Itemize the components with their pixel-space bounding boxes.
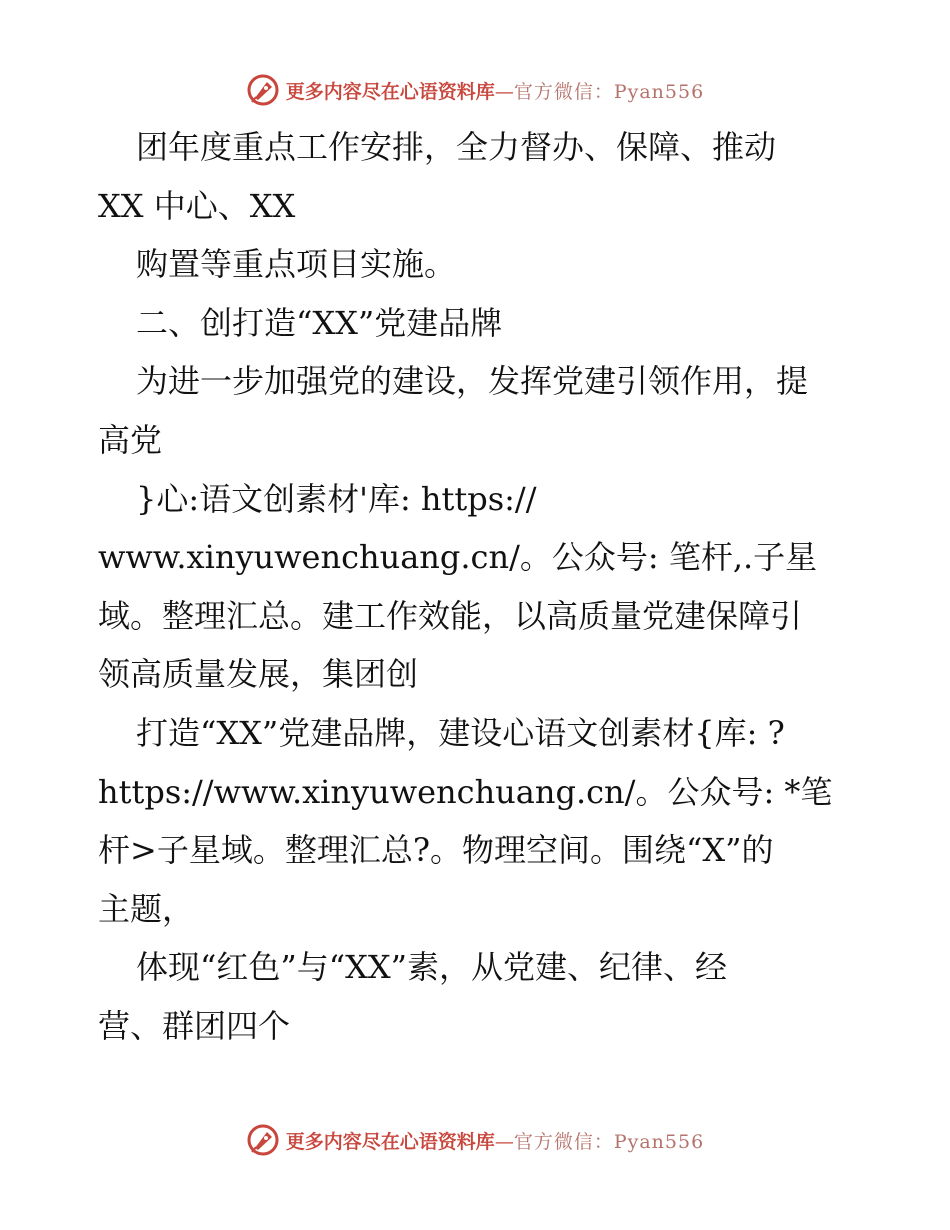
footer-banner-text — [286, 1127, 704, 1154]
pen-nib-logo-icon — [246, 1123, 280, 1157]
document-body — [98, 118, 858, 1056]
header-wechat-label: 官方微信： — [513, 80, 614, 103]
header-separator: — — [494, 80, 514, 103]
footer-wechat-id: Pyan556 — [613, 1130, 705, 1153]
header-banner-text — [286, 77, 704, 104]
document-line: 高党 — [98, 420, 163, 459]
footer-wechat-label: 官方微信： — [513, 1130, 614, 1153]
document-line: }心:语文创素材'库: https:// — [136, 479, 537, 518]
document-line: 领高质量发展，集团创 — [98, 655, 419, 694]
footer-site-text: 更多内容尽在心语资料库 — [285, 1130, 495, 1153]
document-line: 购置等重点项目实施。 — [136, 245, 457, 284]
document-line: 域。整理汇总。建工作效能，以高质量党建保障引 — [98, 596, 803, 635]
document-line: 打造“XX”党建品牌，建设心语文创素材{库: ? — [136, 713, 785, 752]
document-line: 为进一步加强党的建设，发挥党建引领作用，提 — [136, 362, 809, 401]
footer-separator: — — [494, 1130, 514, 1153]
document-line: 团年度重点工作安排，全力督办、保障、推动 — [136, 128, 777, 166]
document-line: XX 中心、XX — [98, 186, 296, 225]
document-line: 主题， — [98, 889, 195, 928]
header-banner — [0, 70, 950, 110]
section-heading: 二、创打造“XX”党建品牌 — [136, 303, 503, 342]
pen-nib-logo-icon — [246, 73, 280, 107]
header-wechat-id: Pyan556 — [613, 80, 705, 103]
document-line: https://www.xinyuwenchuang.cn/。公众号: *笔 — [98, 772, 833, 811]
document-line: www.xinyuwenchuang.cn/。公众号: 笔杆,.子星 — [98, 538, 818, 577]
header-site-text: 更多内容尽在心语资料库 — [285, 80, 495, 103]
footer-banner — [0, 1120, 950, 1160]
document-line: 营、群团四个 — [98, 1006, 291, 1045]
document-line: 体现“红色”与“XX”素，从党建、纪律、经 — [136, 948, 728, 987]
document-line: 杆>子星域。整理汇总?。物理空间。围绕“X”的 — [98, 831, 774, 870]
